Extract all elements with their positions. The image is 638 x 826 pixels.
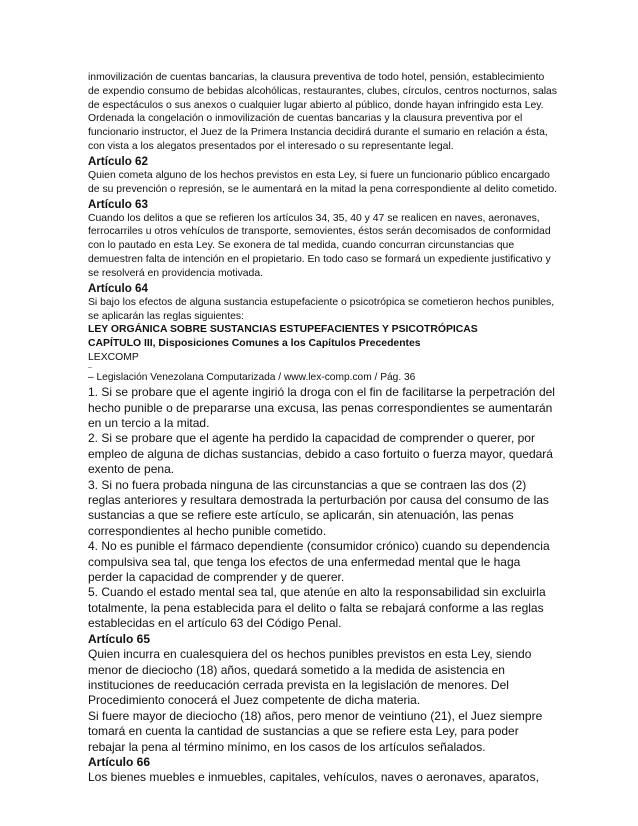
article-63-heading: Artículo 63: [88, 197, 148, 211]
rule-1: 1. Si se probare que el agente ingirió la droga con el fin de facilitarse la perpetración del hecho punible o de prepararse una excusa, las penas correspondientes se aumentarán en un tercio a la mitad.: [88, 385, 555, 431]
law-title: LEY ORGÁNICA SOBRE SUSTANCIAS ESTUPEFACIENTES Y PSICOTRÓPICAS: [88, 324, 478, 336]
separator-dash: –: [88, 364, 92, 372]
rule-5: 5. Cuando el estado mental sea tal, que atenúe en alto la responsabilidad sin excluirla totalmente, la pena establecida para el delito o falta se rebajará conforme a las reglas establecidas en el artículo 63 del Código Penal.: [88, 585, 546, 631]
article-62-heading: Artículo 62: [88, 154, 148, 168]
rule-4: 4. No es punible el fármaco dependiente (consumidor crónico) cuando su dependencia compulsiva sea tal, que tenga los efectos de una enfermedad mental que le haga perder la capacidad de comprender y de querer.: [88, 539, 550, 585]
paragraph-intro-2: Ordenada la congelación o inmovilización de cuentas bancarias y la clausura preventiva por el funcionario instructor, el Juez de la Primera Instancia decidirá durante el sumario en relación a ésta, con vista a los alegatos presentados por el interesado o su representante legal.: [88, 113, 548, 152]
chapter-title: CAPÍTULO III, Disposiciones Comunes a los Capítulos Precedentes: [88, 338, 421, 350]
document-page: [88, 71, 558, 786]
article-64-text: Si bajo los efectos de alguna sustancia estupefaciente o psicotrópica se cometieron hechos punibles, se aplicarán las reglas siguientes:: [88, 296, 555, 322]
paragraph-intro-1: inmovilización de cuentas bancarias, la clausura preventiva de todo hotel, pensión, establecimiento de expendio consumo de bebidas alcohólicas, restaurantes, clubes, círculos, centros nocturnos, salas de espectáculos o sus anexos o cualquier lugar abierto al público, donde hayan infringido esta Ley.: [88, 72, 557, 111]
article-63-text: Cuando los delitos a que se refieren los artículos 34, 35, 40 y 47 se realicen en naves, aeronaves, ferrocarriles u otros vehículos de transporte, semovientes, éstos serán decomisados de conformidad con lo pautado en esta Ley. Se exonera de tal medida, cuando concurran circunstancias que demuestren falta de intención en el propietario. En todo caso se formará un expediente justificativo y se resolverá en providencia motivada.: [88, 212, 551, 279]
article-62-text: Quien cometa alguno de los hechos previstos en esta Ley, si fuere un funcionario público encargado de su prevención o represión, se le aumentará en la mitad la pena correspondiente al delito cometido.: [88, 169, 558, 195]
article-65-text-1: Quien incurra en cualesquiera del os hechos punibles previstos en esta Ley, siendo menor de dieciocho (18) años, quedará sometido a la medida de asistencia en instituciones de reeducación cerrada prevista en la legislación de menores. Del Procedimiento conocerá el Juez competente de dicha materia.: [88, 647, 532, 708]
rule-2: 2. Si se probare que el agente ha perdido la capacidad de comprender o querer, por empleo de alguna de dichas sustancias, debido a caso fortuito o fuerza mayor, quedará exento de pena.: [88, 431, 553, 477]
article-66-text: Los bienes muebles e inmuebles, capitales, vehículos, naves o aeronaves, aparatos,: [88, 770, 539, 785]
article-65-text-2: Si fuere mayor de dieciocho (18) años, pero menor de veintiuno (21), el Juez siempre tomará en cuenta la cantidad de sustancias a que se refiere esta Ley, para poder rebajar la pena al término mínimo, en los casos de los artículos señalados.: [88, 708, 543, 754]
article-66-heading: Artículo 66: [88, 754, 151, 769]
rule-3: 3. Si no fuera probada ninguna de las circunstancias a que se contraen las dos (2) reglas anteriores y resultara demostrada la perturbación por causa del consumo de las sustancias a que se refiere este artículo, se aplicarán, sin atenuación, las penas correspondientes al hecho punible cometido.: [88, 477, 549, 538]
brand-name: LEXCOMP: [88, 351, 139, 363]
page-footer: – Legislación Venezolana Computarizada / www.lex-comp.com / Pág. 36: [88, 372, 416, 384]
article-65-heading: Artículo 65: [88, 631, 151, 646]
article-64-heading: Artículo 64: [88, 281, 148, 295]
